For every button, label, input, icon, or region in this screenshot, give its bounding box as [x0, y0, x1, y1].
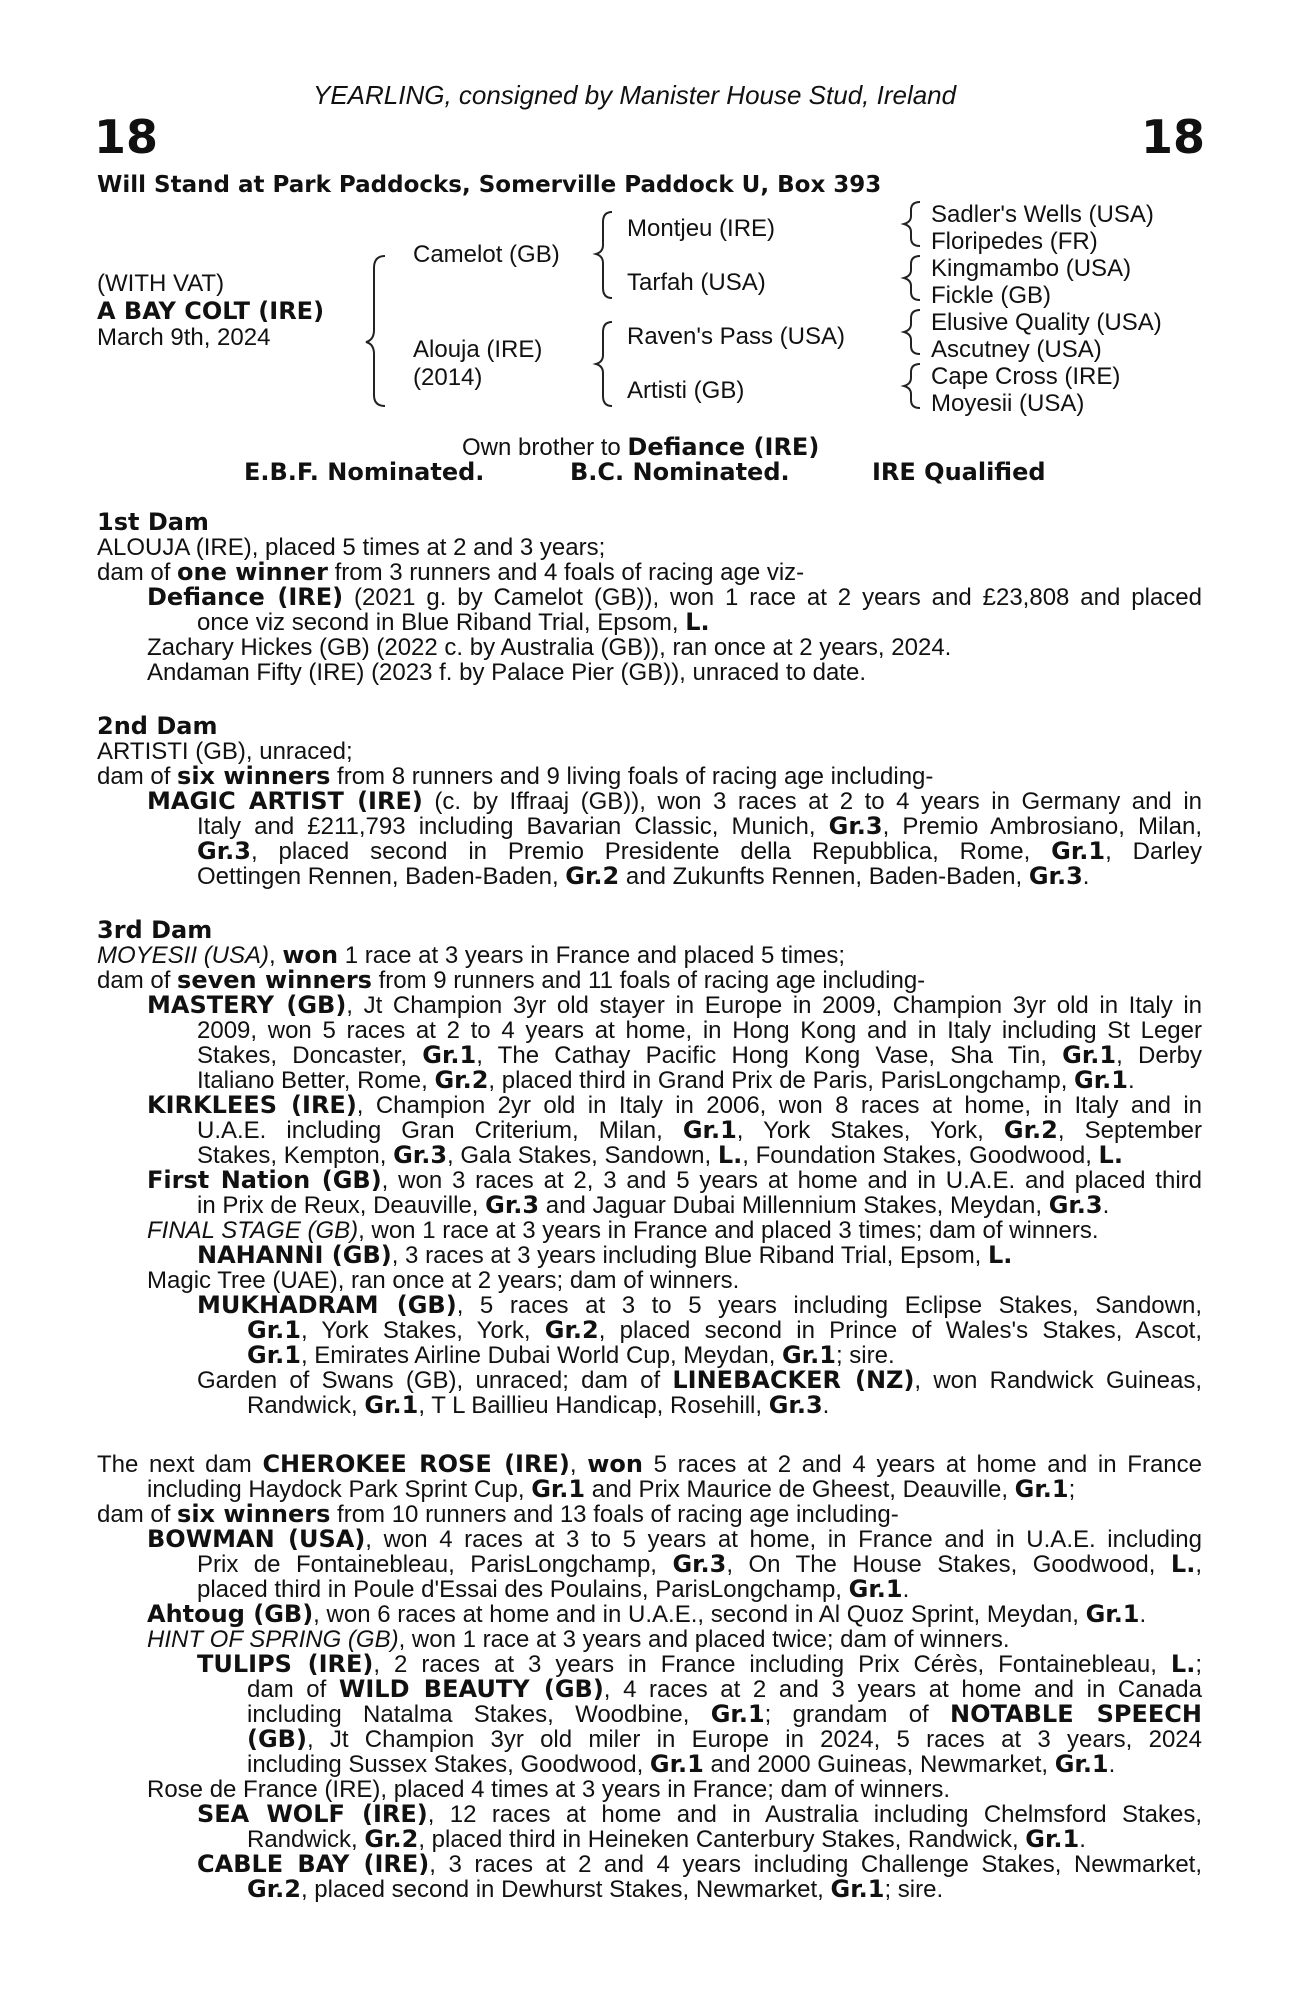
ancestor-5: Elusive Quality (USA) — [931, 309, 1162, 336]
stand-location: Will Stand at Park Paddocks, Somerville Paddock U, Box 393 — [97, 172, 882, 198]
progeny-entry: Zachary Hickes (GB) (2022 c. by Australia (GB)), ran once at 2 years, 2024. — [147, 635, 952, 660]
progeny-entry: Ahtoug (GB), won 6 races at home and in U.A.E., second in Al Quoz Sprint, Meydan, Gr.1. — [147, 1602, 1147, 1627]
lot-number-right: 18 — [1140, 110, 1205, 164]
grandprogeny-entry: TULIPS (IRE), 2 races at 3 years in France including Prix Cérès, Fontainebleau, L.; — [197, 1652, 1202, 1677]
ancestor-4: Fickle (GB) — [931, 282, 1051, 309]
consignor-line: YEARLING, consigned by Manister House Stud, Ireland — [313, 80, 957, 110]
bc-nominated: B.C. Nominated. — [570, 458, 790, 486]
progeny-entry-cont: U.A.E. including Gran Criterium, Milan, Gr.1, York Stakes, York, Gr.2, September — [197, 1118, 1202, 1143]
ancestor-1: Sadler's Wells (USA) — [931, 201, 1154, 228]
grandprogeny-entry: Garden of Swans (GB), unraced; dam of LINEBACKER (NZ), won Randwick Guineas, — [197, 1368, 1202, 1393]
dam-line: The next dam CHEROKEE ROSE (IRE), won 5 races at 2 and 4 years at home and in France — [97, 1452, 1202, 1477]
progeny-entry-cont: 2009, won 5 races at 2 to 4 years at home, in Hong Kong and in Italy including St Leger — [197, 1018, 1202, 1043]
progeny-entry-cont: Prix de Fontainebleau, ParisLongchamp, Gr.3, On The House Stakes, Goodwood, L., — [197, 1552, 1202, 1577]
progeny-entry: Andaman Fifty (IRE) (2023 f. by Palace Pier (GB)), unraced to date. — [147, 660, 866, 685]
ire-qualified: IRE Qualified — [872, 458, 1046, 486]
dam-line: MOYESII (USA), won 1 race at 3 years in France and placed 5 times; — [97, 943, 846, 968]
third-dam-section — [97, 918, 1202, 1418]
dam-year: (2014) — [413, 364, 483, 391]
progeny-entry-cont: in Prix de Reux, Deauville, Gr.3 and Jaguar Dubai Millennium Stakes, Meydan, Gr.3. — [197, 1193, 1110, 1218]
progeny-entry-cont: Stakes, Kempton, Gr.3, Gala Stakes, Sandown, L., Foundation Stakes, Goodwood, L. — [197, 1143, 1123, 1168]
ancestor-8: Moyesii (USA) — [931, 390, 1085, 417]
ancestor-3: Kingmambo (USA) — [931, 255, 1132, 282]
grandprogeny-entry-cont: including Natalma Stakes, Woodbine, Gr.1; grandam of NOTABLE SPEECH — [247, 1702, 1202, 1727]
section-title: 2nd Dam — [97, 714, 218, 739]
grandprogeny-entry-cont: Gr.1, York Stakes, York, Gr.2, placed second in Prince of Wales's Stakes, Ascot, — [247, 1318, 1202, 1343]
first-dam-section — [97, 510, 1202, 685]
progeny-entry-cont: once viz second in Blue Riband Trial, Epsom, L. — [197, 610, 710, 635]
sire-sire: Montjeu (IRE) — [627, 215, 776, 242]
progeny-entry: FINAL STAGE (GB), won 1 race at 3 years in France and placed 3 times; dam of winners. — [147, 1218, 1099, 1243]
progeny-entry-cont: Gr.3, placed second in Premio Presidente della Repubblica, Rome, Gr.1, Darley — [197, 839, 1202, 864]
lot-number-left: 18 — [94, 110, 159, 164]
sire-dam: Tarfah (USA) — [627, 269, 766, 296]
dam: Alouja (IRE) — [413, 336, 543, 363]
dam-line: ARTISTI (GB), unraced; — [97, 739, 353, 764]
progeny-entry-cont: Stakes, Doncaster, Gr.1, The Cathay Pacific Hong Kong Vase, Sha Tin, Gr.1, Derby — [197, 1043, 1202, 1068]
second-dam-section — [97, 714, 1202, 889]
progeny-entry: First Nation (GB), won 3 races at 2, 3 and 5 years at home and in U.A.E. and placed third — [147, 1168, 1202, 1193]
progeny-entry: MASTERY (GB), Jt Champion 3yr old stayer in Europe in 2009, Champion 3yr old in Italy in — [147, 993, 1202, 1018]
grandprogeny-entry: SEA WOLF (IRE), 12 races at home and in Australia including Chelmsford Stakes, — [197, 1802, 1202, 1827]
dam-sire: Raven's Pass (USA) — [627, 323, 845, 350]
progeny-entry: KIRKLEES (IRE), Champion 2yr old in Italy in 2006, won 8 races at home, in Italy and in — [147, 1093, 1202, 1118]
grandprogeny-entry-cont: Randwick, Gr.2, placed third in Heineken Canterbury Stakes, Randwick, Gr.1. — [247, 1827, 1086, 1852]
progeny-entry-cont: placed third in Poule d'Essai des Poulains, ParisLongchamp, Gr.1. — [197, 1577, 910, 1602]
section-title: 1st Dam — [97, 510, 209, 535]
ancestor-6: Ascutney (USA) — [931, 336, 1102, 363]
produce-summary: dam of six winners from 10 runners and 13 foals of racing age including- — [97, 1502, 899, 1527]
progeny-entry: Defiance (IRE) (2021 g. by Camelot (GB)), won 1 race at 2 years and £23,808 and placed — [147, 585, 1202, 610]
progeny-entry: BOWMAN (USA), won 4 races at 3 to 5 years at home, in France and in U.A.E. including — [147, 1527, 1202, 1552]
next-dam-section — [97, 1452, 1202, 1902]
produce-summary: dam of six winners from 8 runners and 9 living foals of racing age including- — [97, 764, 934, 789]
foaling-date: March 9th, 2024 — [97, 324, 271, 351]
progeny-entry: HINT OF SPRING (GB), won 1 race at 3 years and placed twice; dam of winners. — [147, 1627, 1010, 1652]
grandprogeny-entry: NAHANNI (GB), 3 races at 3 years including Blue Riband Trial, Epsom, L. — [197, 1243, 1013, 1268]
horse-name: A BAY COLT (IRE) — [97, 297, 325, 325]
grandprogeny-entry: MUKHADRAM (GB), 5 races at 3 to 5 years including Eclipse Stakes, Sandown, — [197, 1293, 1202, 1318]
grandprogeny-entry-cont: dam of WILD BEAUTY (GB), 4 races at 2 and 3 years at home and in Canada — [247, 1677, 1202, 1702]
progeny-entry-cont: Italiano Better, Rome, Gr.2, placed third in Grand Prix de Paris, ParisLongchamp, Gr.1. — [197, 1068, 1135, 1093]
progeny-entry: MAGIC ARTIST (IRE) (c. by Iffraaj (GB)), won 3 races at 2 to 4 years in Germany and in — [147, 789, 1202, 814]
progeny-entry-cont: Italy and £211,793 including Bavarian Classic, Munich, Gr.3, Premio Ambrosiano, Milan, — [197, 814, 1202, 839]
progeny-entry-cont: Oettingen Rennen, Baden-Baden, Gr.2 and Zukunfts Rennen, Baden-Baden, Gr.3. — [197, 864, 1090, 889]
grandprogeny-entry-cont: (GB), Jt Champion 3yr old miler in Europe in 2024, 5 races at 3 years, 2024 — [247, 1727, 1202, 1752]
dam-line-cont: including Haydock Park Sprint Cup, Gr.1 and Prix Maurice de Gheest, Deauville, Gr.1; — [147, 1477, 1076, 1502]
grandprogeny-entry: CABLE BAY (IRE), 3 races at 2 and 4 years including Challenge Stakes, Newmarket, — [197, 1852, 1202, 1877]
ancestor-2: Floripedes (FR) — [931, 228, 1098, 255]
grandprogeny-entry-cont: including Sussex Stakes, Goodwood, Gr.1 and 2000 Guineas, Newmarket, Gr.1. — [247, 1752, 1116, 1777]
progeny-entry: Magic Tree (UAE), ran once at 2 years; dam of winners. — [147, 1268, 740, 1293]
grandprogeny-entry-cont: Randwick, Gr.1, T L Baillieu Handicap, Rosehill, Gr.3. — [247, 1393, 830, 1418]
ebf-nominated: E.B.F. Nominated. — [244, 458, 485, 486]
vat-note: (WITH VAT) — [97, 270, 225, 297]
ancestor-7: Cape Cross (IRE) — [931, 363, 1121, 390]
produce-summary: dam of seven winners from 9 runners and 11 foals of racing age including- — [97, 968, 926, 993]
section-title: 3rd Dam — [97, 918, 213, 943]
produce-summary: dam of one winner from 3 runners and 4 foals of racing age viz- — [97, 560, 805, 585]
progeny-entry: Rose de France (IRE), placed 4 times at 3 years in France; dam of winners. — [147, 1777, 951, 1802]
sire: Camelot (GB) — [413, 241, 560, 268]
dam-dam: Artisti (GB) — [627, 377, 745, 404]
dam-line: ALOUJA (IRE), placed 5 times at 2 and 3 years; — [97, 535, 606, 560]
own-brother-note: Own brother to Defiance (IRE) — [462, 433, 820, 461]
grandprogeny-entry-cont: Gr.1, Emirates Airline Dubai World Cup, Meydan, Gr.1; sire. — [247, 1343, 895, 1368]
grandprogeny-entry-cont: Gr.2, placed second in Dewhurst Stakes, Newmarket, Gr.1; sire. — [247, 1877, 944, 1902]
